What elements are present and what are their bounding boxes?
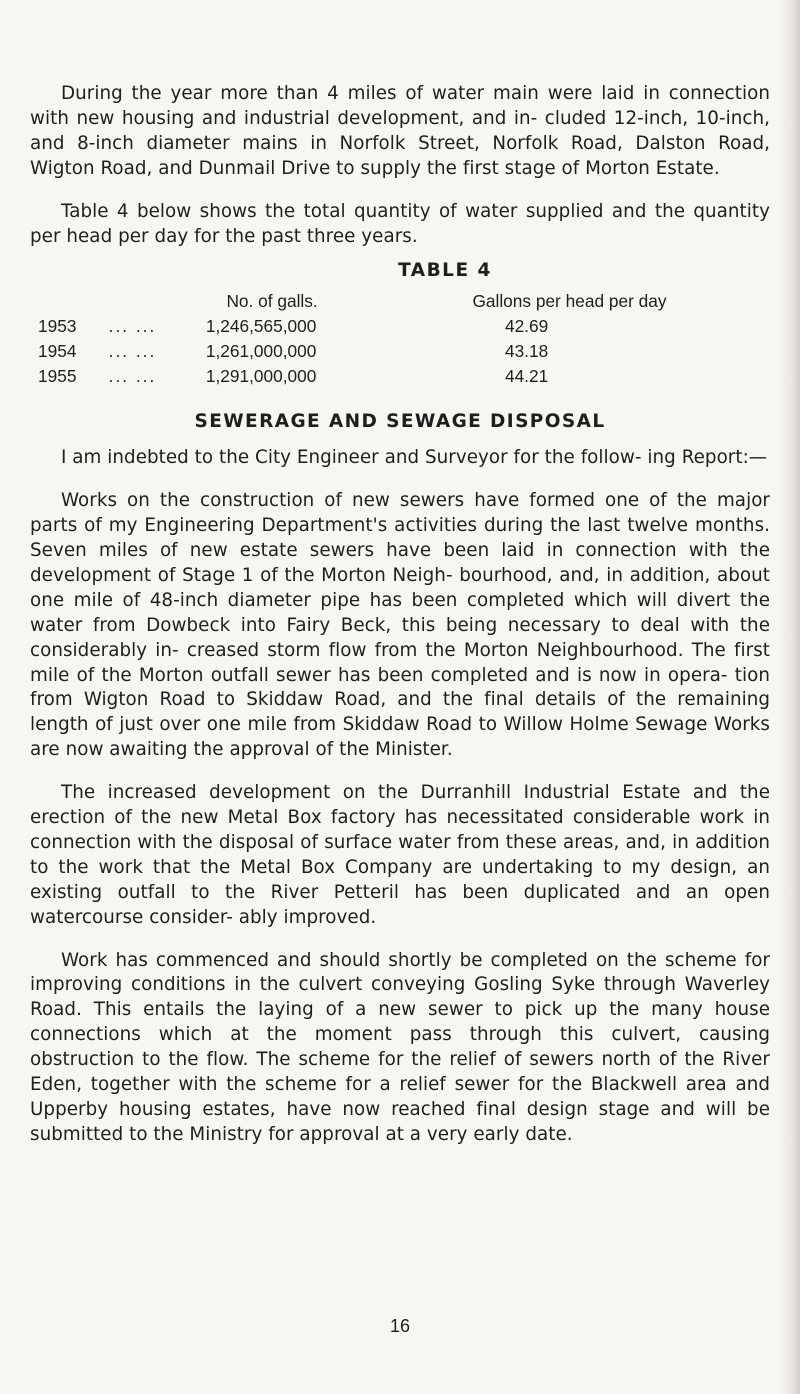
table-title: TABLE 4 — [398, 260, 492, 282]
paragraph-durranhill: The increased development on the Durranhill Industrial Estate and the erection of the new Metal Box factory has necessitated considerable work in connection with the disposal of surface water from these areas, and, in addition to the work that the Metal Box Company are undertaking to my design, an existing outfall to the River Petteril has been duplicated and an open watercourse consider- ably improved. — [30, 782, 770, 928]
paragraph-water-mains: During the year more than 4 miles of water main were laid in connection with new housing and industrial development, and in- cluded 12-inch, 10-inch, and 8-inch diameter mains in Norfolk Street, Norfolk Road, Dalston Road, Wigton Road, and Dunmail Drive to supply the first stage of Morton Estate. — [30, 83, 770, 179]
paragraph-new-sewers: Works on the construction of new sewers have formed one of the major parts of my Engineering Department's activities during the last twelve months. Seven miles of new estate sewers have been laid in connection with the development of Stage 1 of the Morton Neigh- bourhood, and, in addition, about one mile of 48-inch diameter pipe has been completed which will divert the water from Dowbeck into Fairy Beck, this being necessary to deal with the considerably in- creased storm flow from the Morton Neighbourhood. The first mile of the Morton outfall sewer has been completed and is now in opera- tion from Wigton Road to Skiddaw Road, and the final details of the remaining length of just over one mile from Skiddaw Road to Willow Holme Sewage Works are now awaiting the approval of the Minister. — [30, 490, 770, 761]
paragraph-table-intro: Table 4 below shows the total quantity of water supplied and the quantity per head per day for the past three years. — [30, 200, 770, 247]
section-heading-sewerage: SEWERAGE AND SEWAGE DISPOSAL — [194, 411, 606, 433]
table-row — [30, 339, 770, 364]
table-cell-per-head: 42.69 — [504, 316, 549, 337]
document-page — [30, 82, 770, 1166]
table-header-row — [30, 289, 770, 314]
table-cell-galls: 1,291,000,000 — [205, 365, 317, 386]
table-cell-leader: ... ... — [108, 340, 157, 361]
table-cell-leader: ... ... — [108, 365, 157, 386]
table-cell-leader: ... ... — [108, 316, 157, 337]
water-supply-table — [30, 289, 770, 388]
table-cell-per-head: 43.18 — [504, 340, 549, 361]
table-row — [30, 364, 770, 389]
table-cell-year: 1955 — [38, 365, 77, 386]
header-gallons-per-head: Gallons per head per day — [472, 291, 667, 312]
page-edge-shadow — [778, 0, 800, 1394]
page-number: 16 — [389, 1316, 411, 1336]
table-cell-per-head: 44.21 — [504, 365, 549, 386]
header-no-of-galls: No. of galls. — [226, 291, 318, 312]
paragraph-culvert: Work has commenced and should shortly be completed on the scheme for improving conditions in the culvert conveying Gosling Syke through Waverley Road. This entails the laying of a new sewer to pick up the many house connections which at the moment pass through this culvert, causing obstruction to the flow. The scheme for the relief of sewers north of the River Eden, together with the scheme for a relief sewer for the Blackwell area and Upperby housing estates, have now reached final design stage and will be submitted to the Ministry for approval at a very early date. — [30, 949, 770, 1145]
table-cell-year: 1953 — [38, 316, 77, 337]
table-row — [30, 314, 770, 339]
paragraph-report-intro: I am indebted to the City Engineer and Surveyor for the follow- ing Report:— — [61, 447, 768, 469]
table-cell-galls: 1,261,000,000 — [205, 340, 317, 361]
table-cell-galls: 1,246,565,000 — [205, 316, 317, 337]
table-cell-year: 1954 — [38, 340, 77, 361]
